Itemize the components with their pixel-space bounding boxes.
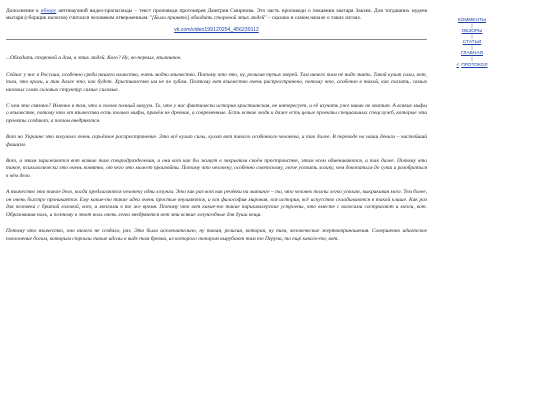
- sermon-paragraph: С чем это связано? Именно в том, что в голове полный вакуум. То, что у нас фактически история христианская, не интересует, и её изучать уже никак не хватит. А всякие мифы о язычестве, потому что от язычества есть только мифы, причём не древние, а современные. Есть всякие люди и даже есть целые проекты специальных спецслужб, которые эти проекты создают, а потом внедряются.: [6, 102, 427, 124]
- intro-suffix: " – сказано в самом начале о таких изгоях.: [264, 15, 362, 22]
- nav-separator: |: [471, 24, 473, 29]
- nav-separator: |: [471, 57, 473, 62]
- nav-separator: |: [471, 46, 473, 51]
- sermon-paragraph: Сейчас у нас в Россиии, особенно среди нашего воинства, очень модно язычество. Потому что это, ну, религия тупых зверей. Там ничего там не надо знать. Такой культ силы, вот, там, это враги, и так далее это, как будет. Христианство им не по зубам. Поэтому вот язычество очень распространено, потому что, особенно в такой, как сказать, самых низовых слоях силовых структур самые силовые.: [6, 71, 427, 93]
- sermon-paragraph: Вот, и этим заражаются вот всякие там спецподразделения, и они вот как бы живут в закрытом своём пространстве, этим всем обмениваются, и так далее. Потому что такое, психологически это очень понятно, от чего это может произойти. Потому что человеку, особенно советскому, легче усвоить логику, чем докопаться до сути и разобраться в чём дело.: [6, 157, 427, 179]
- review-link[interactable]: обзору: [40, 8, 57, 14]
- intro-middle: антинаучной видео-пропаганды – текст проповеди протоиерея Дмитрия Смирнова. Это часть проповеди о покаянии мытаря Закхея. Для тогдашних иудеев мытаря (сборщик налогов) считался человеком отверженным. ": [6, 8, 428, 22]
- nav-item-home[interactable]: ГЛАВНАЯ: [460, 51, 483, 56]
- divider: [6, 39, 427, 40]
- intro-paragraph: [6, 8, 427, 22]
- sermon-paragraph: А язычество это такое дело, когда предлагаются человеку одни лозунги. Это как раз вот как речёвки на митинге – то, что человек толпы легко усвоит, выкрикивая мозг. Тем более, он очень быстро проникается. Ему какие-то такие идеи очень простые внушаются, и вся философия мировая, вся история, всё искусство складываются в такой клише. Как раз для человека с бритой головой, вот, и мозгами в то же время. Потому что вот какие-то такие парикмахерские устроены, что вместе с волосами состригают и мозги, вот. Образования ноль, и поэтому в этот ноль очень легко внедряются вот эти всякие лозунгобные для души вещи.: [6, 189, 427, 218]
- sermon-paragraph: Вот на Украине это получило очень серьёзное распространение. Это всё культ силы, культ вот такого особенного человека, и так далее. В переводе на наши деньги – чистейший фашизм.: [6, 134, 427, 148]
- sermon-paragraph: ...Обходить стороной и дом, и этих людей. Кого? Ну, во-первых, язычников.: [6, 55, 182, 62]
- nav-item-comments[interactable]: КОММЕНТЫ: [457, 18, 487, 23]
- nav-item-protocol[interactable]: [447, 63, 497, 69]
- nav-item-articles[interactable]: СТАТЬИ: [462, 40, 482, 45]
- nav-item-reviews[interactable]: ОБЗОРЫ: [461, 29, 483, 34]
- back-arrow-icon: <: [456, 63, 460, 68]
- video-link[interactable]: vk.com/video199120254_456239112: [174, 27, 259, 34]
- intro-quote: [Было принято] обходить стороной этих людей: [152, 15, 265, 22]
- nav-separator: |: [471, 35, 473, 40]
- sermon-paragraph: Потому что язычество, оно ничего не создало, раз. Это была исключительно, ну такая, религия, которая, ну там, человеческие жертвоприношения. Совершенно идиотское поклонение богам, которым строили такие идолы в виде там бревна, из которого топором вырубают там то Перуна, то ещё какого-то, вот.: [6, 227, 427, 242]
- article-column: [6, 8, 427, 252]
- nav-protocol-label: ПРОТОКОЛ: [461, 63, 488, 68]
- intro-prefix: Дополнение к: [6, 8, 41, 14]
- sermon-text: [6, 55, 427, 243]
- side-navigation: [447, 18, 497, 69]
